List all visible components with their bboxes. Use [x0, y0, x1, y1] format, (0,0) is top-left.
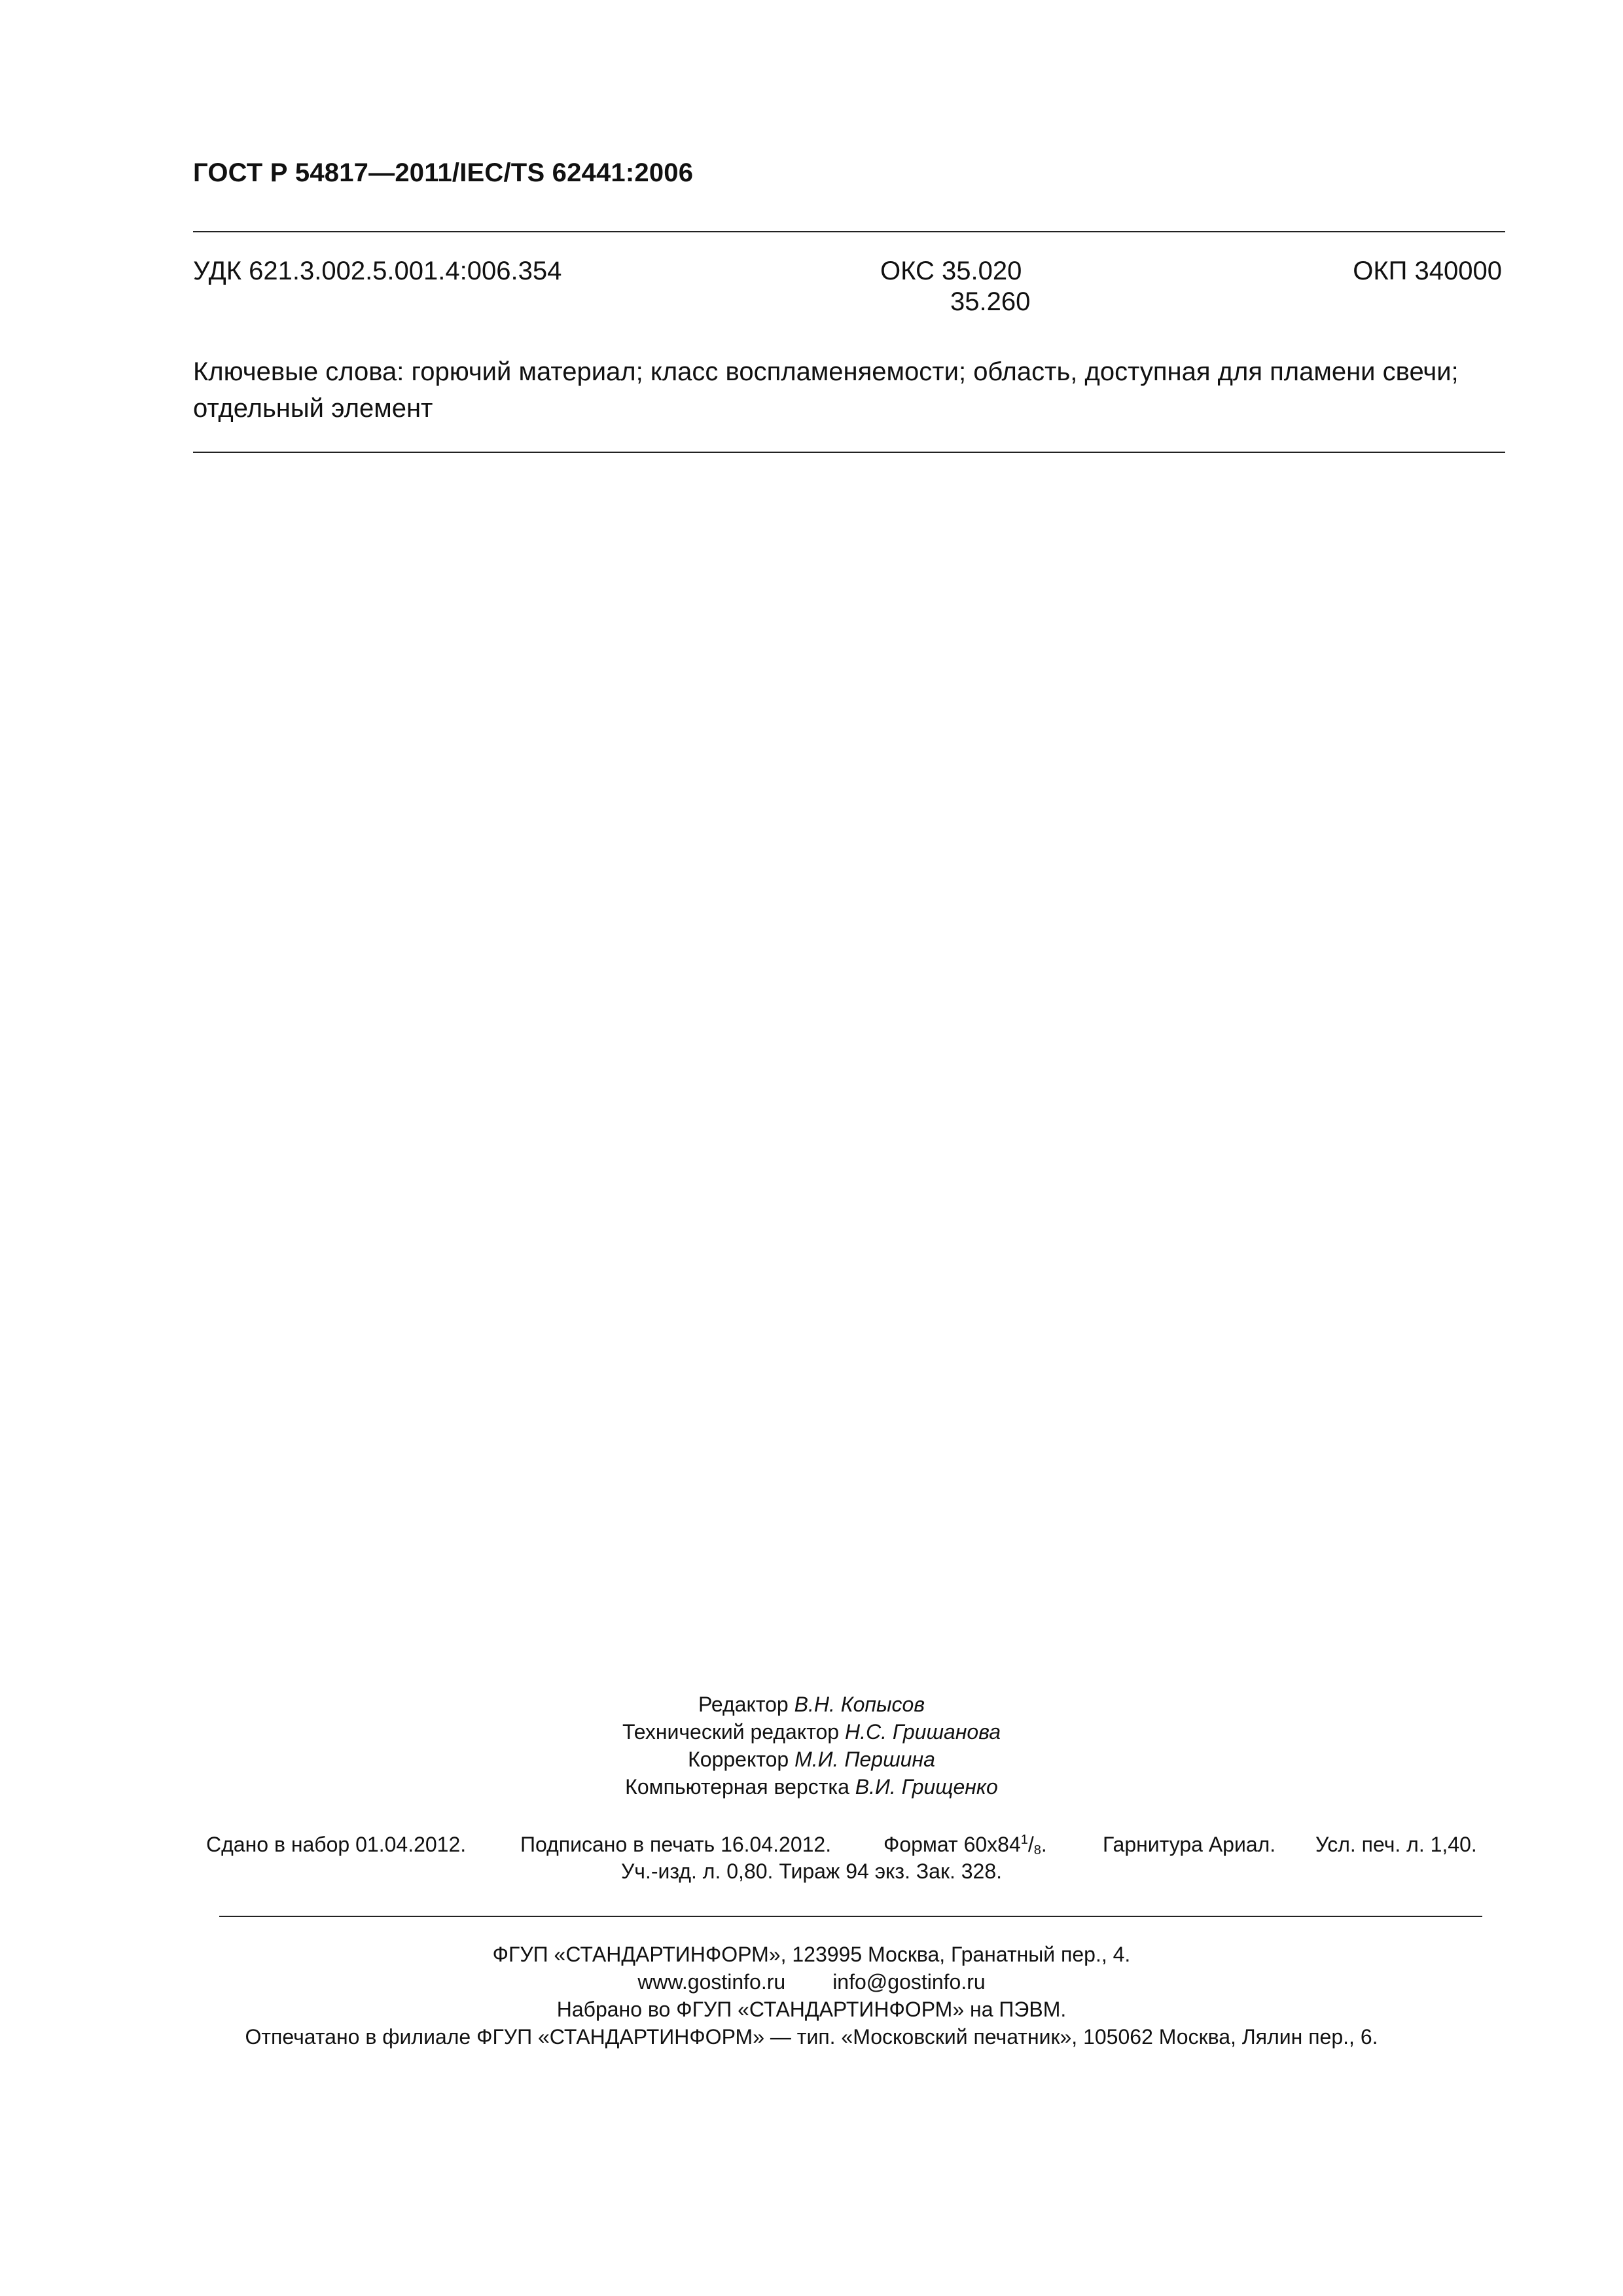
publisher-email: info@gostinfo.ru [832, 1970, 986, 1994]
publisher-website: www.gostinfo.ru [637, 1970, 786, 1994]
publisher-contacts [0, 1968, 1623, 1996]
credit-layout [0, 1773, 1623, 1801]
oks-code-2: 35.260 [950, 287, 1031, 316]
typeset-note: Набрано во ФГУП «СТАНДАРТИНФОРМ» на ПЭВМ. [556, 1998, 1067, 2021]
format-suffix: . [1041, 1833, 1047, 1856]
editor-label: Редактор [698, 1693, 789, 1716]
tech-editor-label: Технический редактор [622, 1720, 840, 1744]
printed-note: Отпечатано в филиале ФГУП «СТАНДАРТИНФОРМ» — тип. «Московский печатник», 105062 Москва, Лялин пер., 6. [245, 2025, 1378, 2049]
oks-codes [880, 257, 1030, 317]
submitted-date: Сдано в набор 01.04.2012. [206, 1833, 467, 1856]
corrector-label: Корректор [688, 1748, 789, 1771]
top-divider [193, 231, 1505, 232]
print-info-row-2: Уч.-изд. л. 0,80. Тираж 94 экз. Зак. 328. [620, 1859, 1003, 1883]
editor-name: В.Н. Копысов [794, 1693, 925, 1716]
typeface: Гарнитура Ариал. [1103, 1833, 1276, 1856]
imprint-divider [219, 1916, 1482, 1917]
classification-row [193, 257, 1502, 329]
keywords: Ключевые слова: горючий материал; класс воспламеняемости; область, доступная для пламени свечи; отдельный элемент [193, 357, 1459, 423]
credit-editor [0, 1691, 1623, 1718]
credit-corrector [0, 1746, 1623, 1773]
document-designation: ГОСТ Р 54817—2011/IEC/TS 62441:2006 [193, 158, 694, 187]
printed-sheets: Усл. печ. л. 1,40. [1315, 1833, 1477, 1856]
layout-label: Компьютерная верстка [625, 1775, 849, 1799]
credit-tech-editor [0, 1718, 1623, 1746]
oks-code-1: ОКС 35.020 [880, 257, 1022, 285]
format-numerator: 1 [1020, 1833, 1028, 1847]
tech-editor-name: Н.С. Гришанова [844, 1720, 1001, 1744]
credits-block [0, 1691, 1623, 1801]
format-denominator: 8 [1033, 1843, 1041, 1857]
corrector-name: М.И. Першина [794, 1748, 935, 1771]
okp-code: ОКП 340000 [1353, 257, 1502, 285]
layout-name: В.И. Грищенко [855, 1775, 998, 1799]
udk-code: УДК 621.3.002.5.001.4:006.354 [193, 257, 562, 285]
keywords-divider [193, 452, 1505, 453]
format-separator: / [1027, 1833, 1034, 1856]
publisher-block [0, 1941, 1623, 2051]
format-prefix: Формат 60х84 [883, 1833, 1021, 1856]
publisher-address: ФГУП «СТАНДАРТИНФОРМ», 123995 Москва, Гранатный пер., 4. [492, 1943, 1131, 1966]
signed-date: Подписано в печать 16.04.2012. [520, 1833, 832, 1856]
paper-format [883, 1833, 1047, 1858]
